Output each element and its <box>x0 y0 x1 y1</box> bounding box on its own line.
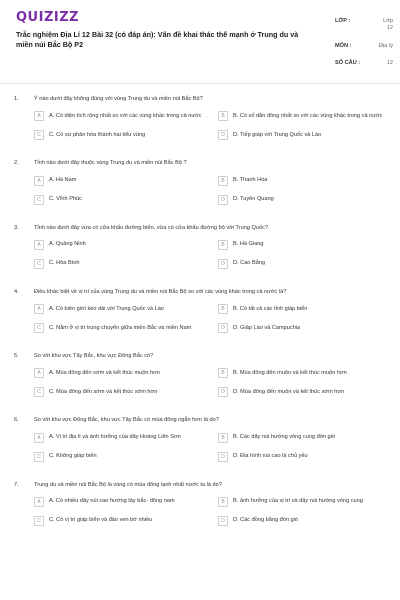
option-text: D. Địa hình núi cao là chủ yếu <box>233 453 308 460</box>
option-text: B. Mùa đông đến muộn và kết thúc muộn hơn <box>233 369 347 376</box>
question-text: So với khu vực Đông Bắc, khu vực Tây Bắc có mùa đông ngắn hơn là do? <box>34 417 219 424</box>
option-text: A. Hà Nam <box>49 177 77 184</box>
info-value: Lớp 12 <box>383 18 393 32</box>
option-a[interactable] <box>34 304 206 314</box>
option-letter-badge: A <box>34 304 44 314</box>
question-text: Tỉnh nào dưới đây vừa có cửa khẩu đường biển, vừa có cửa khẩu đường bộ với Trung Quốc? <box>34 224 268 231</box>
question-text: Ý nào dưới đây không đúng với vùng Trung du và miền núi Bắc Bộ? <box>34 96 203 102</box>
option-a[interactable] <box>34 497 206 507</box>
option-letter-badge: D <box>218 195 228 205</box>
option-letter-badge: D <box>218 516 228 526</box>
option-text: B. Các dãy núi hướng vòng cung đón gió <box>233 434 335 441</box>
option-d[interactable] <box>218 259 390 269</box>
option-b[interactable] <box>218 497 390 507</box>
option-c[interactable] <box>34 259 206 269</box>
question-number: 2. <box>14 160 19 167</box>
option-text: A. Quảng Ninh <box>49 241 86 248</box>
option-letter-badge: A <box>34 176 44 186</box>
question-text: Tỉnh nào dưới đây thuộc vùng Trung du và miền núi Bắc Bộ ? <box>34 160 187 167</box>
quiz-info-panel <box>335 18 393 77</box>
question-5 <box>14 353 390 397</box>
info-label: MÔN : <box>335 42 352 49</box>
option-c[interactable] <box>34 516 206 526</box>
option-letter-badge: B <box>218 176 228 186</box>
option-d[interactable] <box>218 130 390 140</box>
question-4 <box>14 289 390 333</box>
question-6 <box>14 417 390 461</box>
option-letter-badge: D <box>218 130 228 140</box>
question-text: Điều khác biệt về vị trí của vùng Trung du và miền núi Bắc Bộ so với các vùng khác trong cả nước là? <box>34 288 287 295</box>
question-number: 4. <box>14 288 19 295</box>
option-a[interactable] <box>34 111 206 121</box>
question-number: 1. <box>14 96 19 102</box>
question-text: Trung du và miền núi Bắc Bộ là vùng có mùa đông lạnh nhất nước ta là do? <box>34 481 222 488</box>
option-letter-badge: D <box>218 387 228 397</box>
option-text: A. Có biên giới kéo dài với Trung Quốc và Lào <box>49 305 164 312</box>
option-d[interactable] <box>218 323 390 333</box>
option-text: C. Có sự phân hóa thành hai tiểu vùng <box>49 131 146 138</box>
quizizz-logo[interactable]: QUIZIZZ <box>16 10 80 25</box>
option-letter-badge: B <box>218 111 228 121</box>
option-text: B. Hà Giang <box>233 241 264 248</box>
option-text: A. Mùa đông đến sớm và kết thúc muộn hơn <box>49 369 160 376</box>
option-b[interactable] <box>218 240 390 250</box>
question-3 <box>14 225 390 269</box>
option-letter-badge: B <box>218 433 228 443</box>
option-d[interactable] <box>218 452 390 462</box>
option-text: C. Hòa Bình <box>49 260 80 267</box>
question-number: 3. <box>14 224 19 231</box>
option-letter-badge: C <box>34 516 44 526</box>
option-text: D. Tuyên Quang <box>233 196 274 203</box>
option-b[interactable] <box>218 433 390 443</box>
option-c[interactable] <box>34 130 206 140</box>
option-text: C. Mùa đông đến sớm và kết thúc sớm hơn <box>49 388 158 395</box>
info-label: LỚP : <box>335 18 351 24</box>
question-number: 7. <box>14 481 19 488</box>
option-b[interactable] <box>218 368 390 378</box>
option-b[interactable] <box>218 304 390 314</box>
option-text: B. Có số dân đông nhất so với các vùng khác trong cả nước <box>233 112 383 119</box>
option-text: D. Tiếp giáp với Trung Quốc và Lào <box>233 131 322 138</box>
option-c[interactable] <box>34 387 206 397</box>
option-text: B. Thanh Hóa <box>233 177 268 184</box>
option-letter-badge: C <box>34 452 44 462</box>
option-a[interactable] <box>34 368 206 378</box>
option-d[interactable] <box>218 387 390 397</box>
option-letter-badge: B <box>218 240 228 250</box>
option-letter-badge: D <box>218 259 228 269</box>
quiz-header <box>10 8 393 80</box>
option-letter-badge: A <box>34 497 44 507</box>
info-label: SỐ CÂU : <box>335 59 361 66</box>
info-row-subject <box>335 43 393 50</box>
option-text: D. Các đồng bằng đón gió <box>233 517 298 524</box>
page-title: Trắc nghiệm Địa Lí 12 Bài 32 (có đáp án): Vấn đề khai thác thế mạnh ở Trung du và miền núi Bắc Bộ P2 <box>16 30 299 49</box>
option-text: D. Cao Bằng <box>233 260 266 267</box>
option-letter-badge: C <box>34 130 44 140</box>
option-letter-badge: A <box>34 433 44 443</box>
option-letter-badge: C <box>34 259 44 269</box>
option-c[interactable] <box>34 195 206 205</box>
option-a[interactable] <box>34 176 206 186</box>
option-text: C. Nằm ở vị trí trung chuyển giữa miền Bắc và miền Nam <box>49 324 192 331</box>
option-letter-badge: C <box>34 387 44 397</box>
question-2 <box>14 160 390 204</box>
question-7 <box>14 482 390 526</box>
option-letter-badge: B <box>218 368 228 378</box>
option-letter-badge: C <box>34 195 44 205</box>
option-text: D. Mùa đông đến muộn và kết thúc sớm hơn <box>233 388 345 395</box>
info-row-count <box>335 60 393 67</box>
option-c[interactable] <box>34 452 206 462</box>
option-text: A. Có diện tích rộng nhất so với các vùng khác trong cả nước <box>49 112 202 119</box>
info-value: Địa lý <box>379 42 393 49</box>
question-number: 6. <box>14 417 19 424</box>
option-text: C. Có vị trí giáp biển và đảo ven bờ nhiều <box>49 517 153 524</box>
info-row-class <box>335 18 393 33</box>
option-letter-badge: C <box>34 323 44 333</box>
option-a[interactable] <box>34 240 206 250</box>
option-a[interactable] <box>34 433 206 443</box>
option-d[interactable] <box>218 516 390 526</box>
option-text: B. Có tất cả các tỉnh giáp biển <box>233 305 308 312</box>
header-divider <box>0 83 400 84</box>
question-list <box>0 90 400 526</box>
option-letter-badge: A <box>34 240 44 250</box>
option-text: A. Vị trí địa lí và ảnh hưởng của dãy Hoàng Liên Sơn <box>49 434 181 441</box>
option-text: A. Có nhiều dãy núi cao hướng tây bắc- đông nam <box>49 498 175 505</box>
option-text: D. Giáp Lào và Campuchia <box>233 324 301 331</box>
option-letter-badge: B <box>218 497 228 507</box>
info-value: 12 <box>386 59 393 66</box>
option-text: C. Không giáp biển <box>49 453 97 460</box>
option-b[interactable] <box>218 176 390 186</box>
option-letter-badge: D <box>218 452 228 462</box>
option-letter-badge: A <box>34 111 44 121</box>
question-text: So với khu vực Tây Bắc, khu vực Đông Bắc có? <box>34 353 154 360</box>
option-c[interactable] <box>34 323 206 333</box>
question-number: 5. <box>14 353 19 360</box>
option-letter-badge: B <box>218 304 228 314</box>
option-d[interactable] <box>218 195 390 205</box>
option-text: B. ảnh hưởng của vị trí và dãy núi hướng vòng cung <box>233 498 363 505</box>
question-1 <box>14 96 390 140</box>
option-letter-badge: D <box>218 323 228 333</box>
option-text: C. Vĩnh Phúc <box>49 196 82 203</box>
option-b[interactable] <box>218 111 390 121</box>
option-letter-badge: A <box>34 368 44 378</box>
